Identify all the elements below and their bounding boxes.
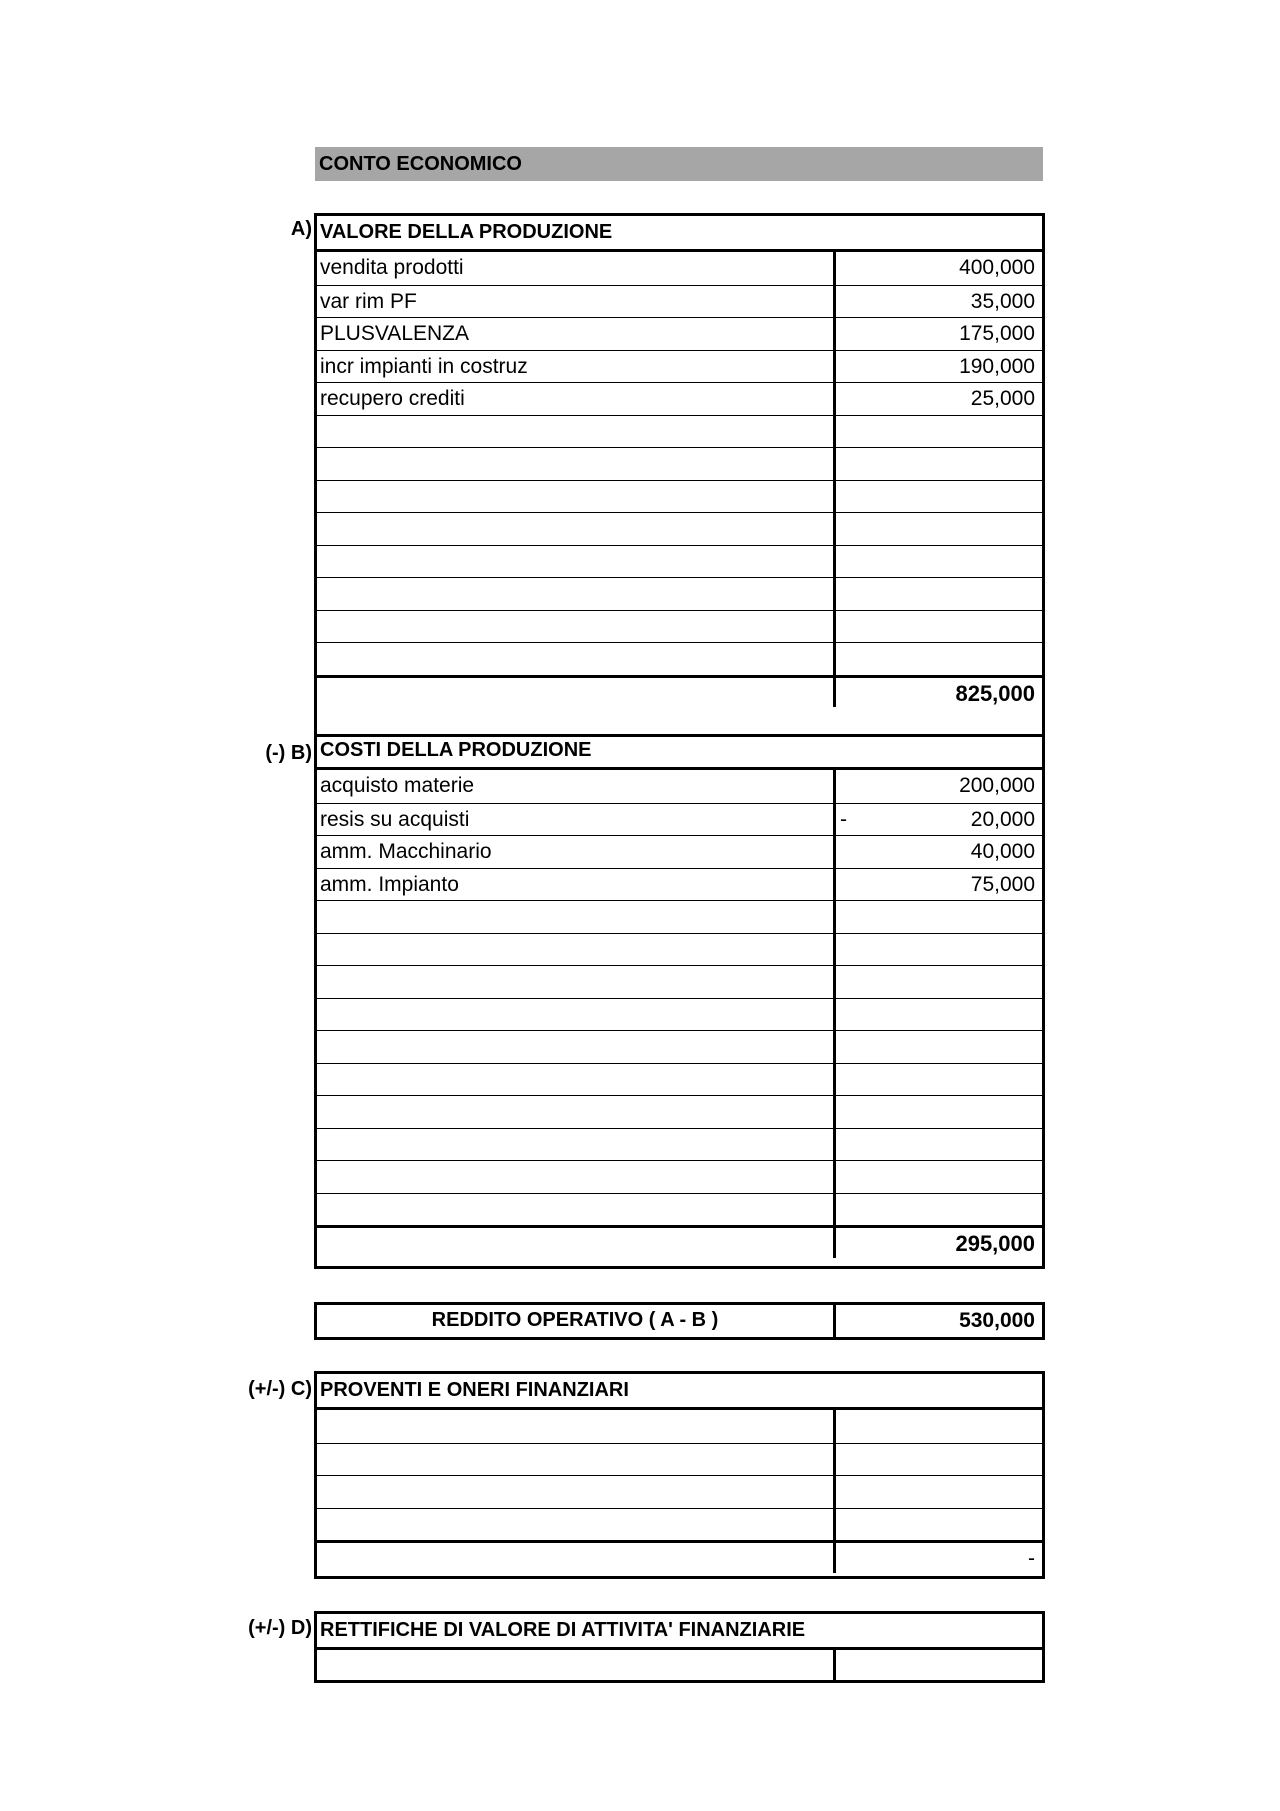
row-label (317, 999, 836, 1031)
row-value (836, 1129, 1042, 1161)
table-row (317, 252, 1042, 285)
section-d-marker: (+/-) D) (248, 1617, 312, 1639)
empty-row (317, 1095, 1042, 1128)
section-a-marker: A) (290, 218, 312, 240)
row-value: 190,000 (959, 354, 1035, 378)
section-c-marker: (+/-) C) (248, 1378, 312, 1400)
reddito-value: 530,000 (959, 1309, 1035, 1332)
total-row (317, 1540, 1042, 1573)
row-value (836, 1161, 1042, 1193)
table-row (317, 803, 1042, 836)
row-label (317, 481, 836, 513)
row-label (317, 1161, 836, 1193)
empty-row (317, 1160, 1042, 1193)
section-b-body (317, 767, 1042, 1258)
row-value (836, 901, 1042, 933)
row-value (836, 1031, 1042, 1063)
row-value (836, 1476, 1042, 1508)
empty-row (317, 1475, 1042, 1508)
row-label (317, 1444, 836, 1476)
empty-row (317, 512, 1042, 545)
section-d-header-label: RETTIFICHE DI VALORE DI ATTIVITA' FINANZIARIE (320, 1619, 806, 1641)
row-label (317, 513, 836, 545)
row-value (836, 1444, 1042, 1476)
negative-sign: - (840, 807, 847, 831)
row-label: amm. Impianto (317, 869, 836, 901)
row-value-cell (836, 804, 1042, 836)
row-value (836, 1194, 1042, 1226)
empty-row (317, 642, 1042, 675)
table-row (317, 835, 1042, 868)
row-label (317, 1650, 836, 1683)
row-value: 35,000 (970, 289, 1035, 313)
empty-row (317, 998, 1042, 1031)
row-label (317, 1064, 836, 1096)
reddito-label: REDDITO OPERATIVO ( A - B ) (317, 1305, 836, 1337)
row-label: acquisto materie (317, 770, 836, 803)
row-value (836, 448, 1042, 480)
row-label: vendita prodotti (317, 252, 836, 285)
empty-row (317, 415, 1042, 448)
empty-row (317, 1030, 1042, 1063)
empty-row (317, 1193, 1042, 1226)
row-value (836, 1096, 1042, 1128)
row-label (317, 448, 836, 480)
row-value: 175,000 (959, 322, 1035, 345)
reddito-operativo-box (314, 1302, 1045, 1340)
empty-row (317, 1063, 1042, 1096)
section-d-table (314, 1611, 1045, 1683)
row-label (317, 611, 836, 643)
row-value (836, 1410, 1042, 1443)
row-label: resis su acquisti (317, 804, 836, 836)
total-row (317, 1225, 1042, 1258)
section-c-table (314, 1371, 1045, 1579)
row-label (317, 901, 836, 933)
row-label: PLUSVALENZA (317, 318, 836, 350)
row-label (317, 416, 836, 448)
row-label (317, 678, 836, 708)
section-a-header-label: VALORE DELLA PRODUZIONE (320, 221, 613, 243)
row-label: incr impianti in costruz (317, 351, 836, 383)
empty-row (317, 1128, 1042, 1161)
row-label (317, 546, 836, 578)
row-value (836, 513, 1042, 545)
section-b-total: 295,000 (955, 1231, 1035, 1256)
section-a-table (314, 213, 1045, 737)
row-label: var rim PF (317, 286, 836, 318)
row-label (317, 643, 836, 675)
page-title: CONTO ECONOMICO (315, 147, 1043, 181)
section-a-total: 825,000 (955, 680, 1035, 706)
row-label (317, 1543, 836, 1573)
empty-row (317, 545, 1042, 578)
row-label (317, 1228, 836, 1258)
row-value (836, 643, 1042, 675)
empty-row (317, 1443, 1042, 1476)
row-label (317, 578, 836, 610)
row-label (317, 966, 836, 998)
row-value (836, 578, 1042, 610)
section-b-header (317, 734, 1042, 767)
row-value (836, 934, 1042, 966)
reddito-row (317, 1305, 1042, 1337)
section-c-total: - (1028, 1547, 1035, 1570)
section-a-header (317, 216, 1042, 249)
table-row (317, 382, 1042, 415)
row-value: 400,000 (959, 256, 1035, 279)
row-value: 20,000 (970, 807, 1035, 831)
row-value: 40,000 (970, 840, 1035, 863)
row-value (836, 481, 1042, 513)
row-value (836, 999, 1042, 1031)
section-b-header-label: COSTI DELLA PRODUZIONE (320, 739, 592, 761)
row-label (317, 1509, 836, 1541)
empty-row (317, 577, 1042, 610)
empty-row (317, 933, 1042, 966)
row-value (836, 966, 1042, 998)
table-row (317, 317, 1042, 350)
table-row (317, 770, 1042, 803)
row-label (317, 1476, 836, 1508)
row-value (836, 1064, 1042, 1096)
section-b-table (314, 734, 1045, 1269)
total-row (317, 675, 1042, 708)
section-c-body (317, 1407, 1042, 1573)
row-value (836, 611, 1042, 643)
row-value (836, 1509, 1042, 1541)
row-label (317, 1410, 836, 1443)
empty-row (317, 1508, 1042, 1541)
empty-row (317, 610, 1042, 643)
row-label (317, 1031, 836, 1063)
empty-row (317, 447, 1042, 480)
row-value (836, 416, 1042, 448)
table-row (317, 285, 1042, 318)
section-d-body (317, 1647, 1042, 1683)
row-label: recupero crediti (317, 383, 836, 415)
row-value: 25,000 (970, 387, 1035, 410)
table-row (317, 868, 1042, 901)
section-c-header-label: PROVENTI E ONERI FINANZIARI (320, 1379, 629, 1401)
row-label (317, 934, 836, 966)
row-label (317, 1194, 836, 1226)
row-value: 75,000 (970, 872, 1035, 896)
table-row (317, 350, 1042, 383)
row-value (836, 546, 1042, 578)
section-b-marker: (-) B) (265, 742, 312, 764)
empty-row (317, 480, 1042, 513)
row-label (317, 1096, 836, 1128)
row-value (836, 1650, 1042, 1683)
section-a-body (317, 249, 1042, 707)
section-c-header (317, 1374, 1042, 1407)
empty-row (317, 1650, 1042, 1683)
section-d-header (317, 1614, 1042, 1647)
empty-row (317, 965, 1042, 998)
empty-row (317, 1410, 1042, 1443)
row-value: 200,000 (959, 774, 1035, 797)
row-label: amm. Macchinario (317, 836, 836, 868)
row-label (317, 1129, 836, 1161)
empty-row (317, 900, 1042, 933)
